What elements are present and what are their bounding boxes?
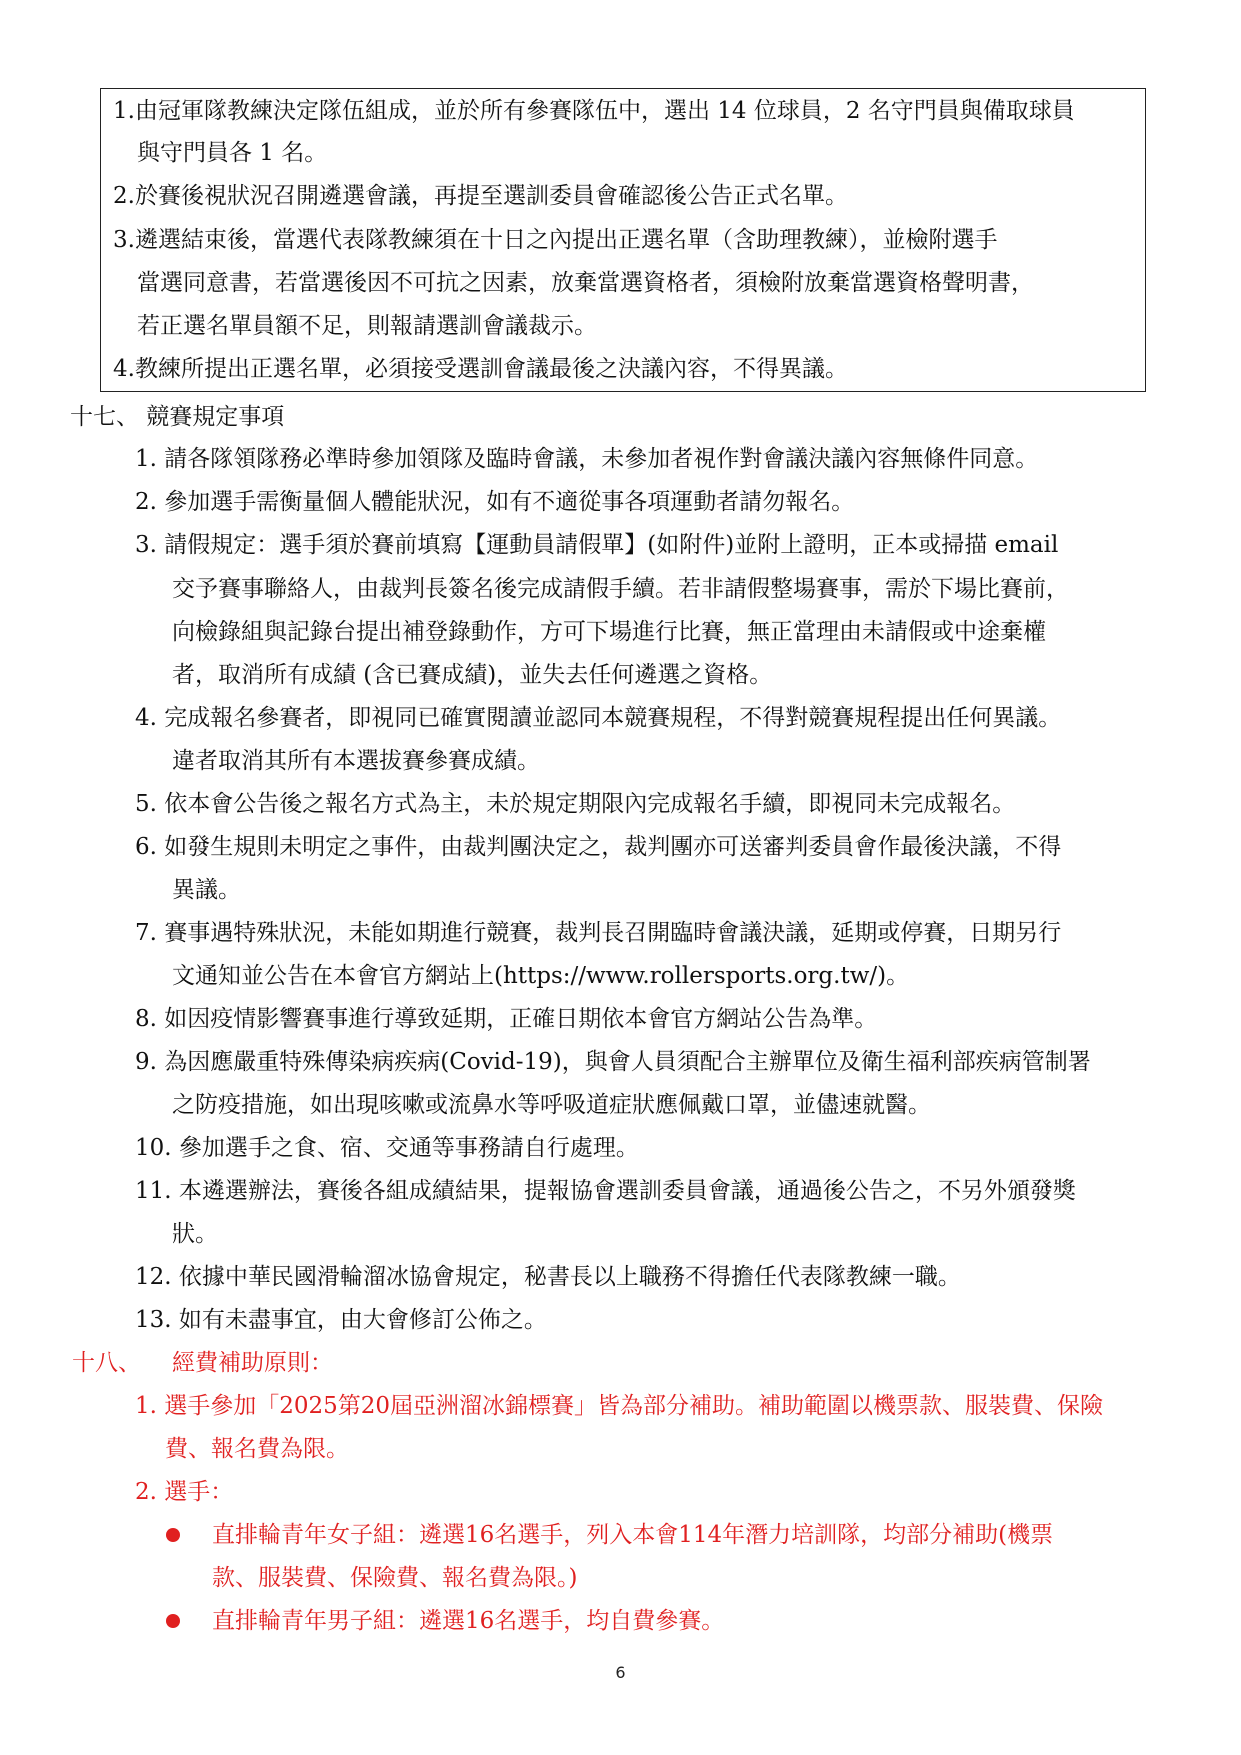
- s18-bullet-1: 直排輪青年女子組：遴選16名選手，列入本會114年潛力培訓隊，均部分補助(機票: [212, 1522, 1054, 1548]
- s18-item-2: 2. 選手：: [135, 1479, 234, 1505]
- s17-item-9-cont: 之防疫措施，如出現咳嗽或流鼻水等呼吸道症狀應佩戴口罩，並儘速就醫。: [172, 1092, 931, 1118]
- section-17-heading: 十七、 競賽規定事項: [70, 404, 285, 430]
- s17-item-2: 2. 參加選手需衡量個人體能狀況，如有不適從事各項運動者請勿報名。: [135, 489, 855, 515]
- s17-item-5: 5. 依本會公告後之報名方式為主，未於規定期限內完成報名手續，即視同未完成報名。: [135, 791, 1016, 817]
- s17-item-6-cont: 異議。: [172, 877, 241, 903]
- s17-item-11-cont: 狀。: [172, 1221, 218, 1247]
- s17-item-13: 13. 如有未盡事宜，由大會修訂公佈之。: [135, 1307, 547, 1333]
- s18-item-1-cont: 費、報名費為限。: [165, 1436, 349, 1462]
- s17-item-9: 9. 為因應嚴重特殊傳染病疾病(Covid-19)，與會人員須配合主辦單位及衛生福利部疾病管制署: [135, 1049, 1091, 1075]
- s17-item-7-cont: 文通知並公告在本會官方網站上(https://www.rollersports.org.tw/)。: [172, 963, 910, 989]
- s17-item-1: 1. 請各隊領隊務必準時參加領隊及臨時會議，未參加者視作對會議決議內容無條件同意。: [135, 446, 1039, 472]
- s18-bullet-1-cont: 款、服裝費、保險費、報名費為限。): [212, 1565, 578, 1591]
- s17-item-10: 10. 參加選手之食、宿、交通等事務請自行處理。: [135, 1135, 639, 1161]
- s17-item-12: 12. 依據中華民國滑輪溜冰協會規定，秘書長以上職務不得擔任代表隊教練一職。: [135, 1264, 961, 1290]
- s17-item-11: 11. 本遴選辦法，賽後各組成績結果，提報協會選訓委員會議，通過後公告之，不另外頒發獎: [135, 1178, 1076, 1204]
- box-line-1: 1.由冠軍隊教練決定隊伍組成，並於所有參賽隊伍中，選出 14 位球員，2 名守門員與備取球員: [113, 98, 1075, 124]
- s17-item-3: 3. 請假規定：選手須於賽前填寫【運動員請假單】(如附件)並附上證明，正本或掃描 email: [135, 532, 1059, 558]
- box-line-6: 若正選名單員額不足，則報請選訓會議裁示。: [137, 313, 597, 339]
- s17-item-8: 8. 如因疫情影響賽事進行導致延期，正確日期依本會官方網站公告為準。: [135, 1006, 878, 1032]
- s17-item-7: 7. 賽事遇特殊狀況，未能如期進行競賽，裁判長召開臨時會議決議，延期或停賽，日期另行: [135, 920, 1062, 946]
- box-line-4: 3.遴選結束後，當選代表隊教練須在十日之內提出正選名單（含助理教練），並檢附選手: [113, 227, 998, 253]
- s17-item-3-cont-2: 向檢錄組與記錄台提出補登錄動作，方可下場進行比賽，無正當理由未請假或中途棄權: [172, 619, 1046, 645]
- s18-item-1: 1. 選手參加「2025第20屆亞洲溜冰錦標賽」皆為部分補助。補助範圍以機票款、服裝費、保險: [135, 1393, 1104, 1419]
- s17-item-4-cont: 違者取消其所有本選拔賽參賽成績。: [172, 748, 540, 774]
- s18-bullet-2: 直排輪青年男子組：遴選16名選手，均自費參賽。: [212, 1608, 725, 1634]
- s17-item-3-cont-1: 交予賽事聯絡人，由裁判長簽名後完成請假手續。若非請假整場賽事，需於下場比賽前，: [172, 576, 1069, 602]
- bullet-icon: [166, 1614, 180, 1628]
- box-line-5: 當選同意書，若當選後因不可抗之因素，放棄當選資格者，須檢附放棄當選資格聲明書，: [137, 270, 1034, 296]
- s17-item-4: 4. 完成報名參賽者，即視同已確實閱讀並認同本競賽規程，不得對競賽規程提出任何異議。: [135, 705, 1062, 731]
- bullet-icon: [166, 1528, 180, 1542]
- section-18-heading: 經費補助原則：: [172, 1350, 333, 1376]
- box-line-3: 2.於賽後視狀況召開遴選會議，再提至選訓委員會確認後公告正式名單。: [113, 183, 848, 209]
- box-line-2: 與守門員各 1 名。: [137, 140, 328, 166]
- page-number: 6: [615, 1663, 626, 1682]
- s17-item-6: 6. 如發生規則未明定之事件，由裁判團決定之，裁判團亦可送審判委員會作最後決議，不得: [135, 834, 1062, 860]
- box-line-7: 4.教練所提出正選名單，必須接受選訓會議最後之決議內容，不得異議。: [113, 356, 848, 382]
- s17-item-3-cont-3: 者，取消所有成績 (含已賽成績)，並失去任何遴選之資格。: [172, 662, 773, 688]
- section-18-number: 十八、: [72, 1350, 141, 1376]
